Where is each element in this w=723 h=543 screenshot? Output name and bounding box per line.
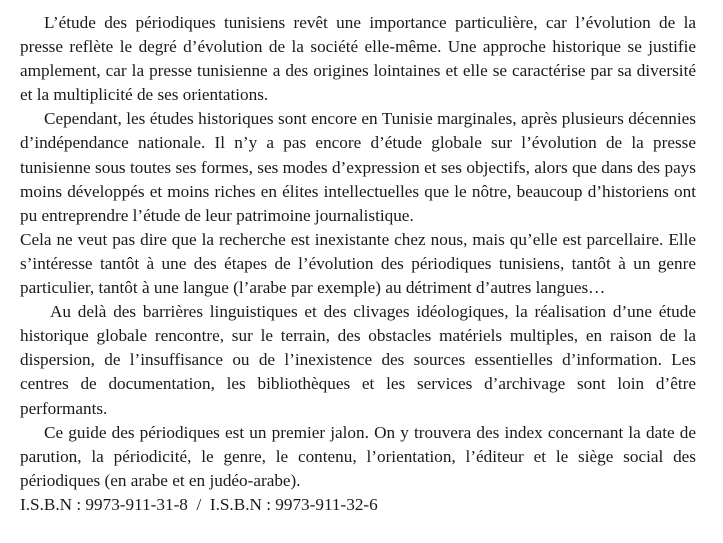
paragraph-intro: L’étude des périodiques tunisiens revêt une importance particulière, car l’évolution de la presse reflète le degré d’évolution de la société elle-même. Une approche historique se justifie amplement, car la presse tunisienne a des origines lointaines et elle se caractérise par sa diversité et la multiplicité de ses orientations. — [20, 13, 696, 105]
document-page — [20, 11, 696, 517]
isbn-line: I.S.B.N : 9973-911-31-8 / I.S.B.N : 9973-911-32-6 — [20, 494, 378, 514]
paragraph-guide: Ce guide des périodiques est un premier jalon. On y trouvera des index concernant la date de parution, la périodicité, le genre, le contenu, l’orientation, l’éditeur et le siège social des périodiques (en arabe et en judéo-arabe). — [20, 422, 696, 490]
paragraph-obstacles: Au delà des barrières linguistiques et des clivages idéologiques, la réalisation d’une étude historique globale rencontre, sur le terrain, des obstacles matériels multiples, en raison de la dispersion, de l’insuffisance ou de l’inexistence des sources essentielles d’information. Les centres de documentation, les bibliothèques et les services d’archivage sont loin d’être performants. — [20, 302, 696, 418]
paragraph-recherche: Cela ne veut pas dire que la recherche est inexistante chez nous, mais qu’elle est parcellaire. Elle s’intéresse tantôt à une des étapes de l’évolution des périodiques tunisiens, tantôt à un genre particulier, tantôt à une langue (l’arabe par exemple) au détriment d’autres langues… — [20, 229, 696, 298]
paragraph-cependant: Cependant, les études historiques sont encore en Tunisie marginales, après plusieurs décennies d’indépendance nationale. Il n’y a pas encore d’étude globale sur l’évolution de la presse tunisienne sous toutes ses formes, ses modes d’expression et ses objectifs, alors que dans des pays moins développés et moins riches en élites intellectuelles que le nôtre, beaucoup d’historiens ont pu entreprendre l’étude de leur patrimoine journalistique. — [20, 109, 696, 225]
